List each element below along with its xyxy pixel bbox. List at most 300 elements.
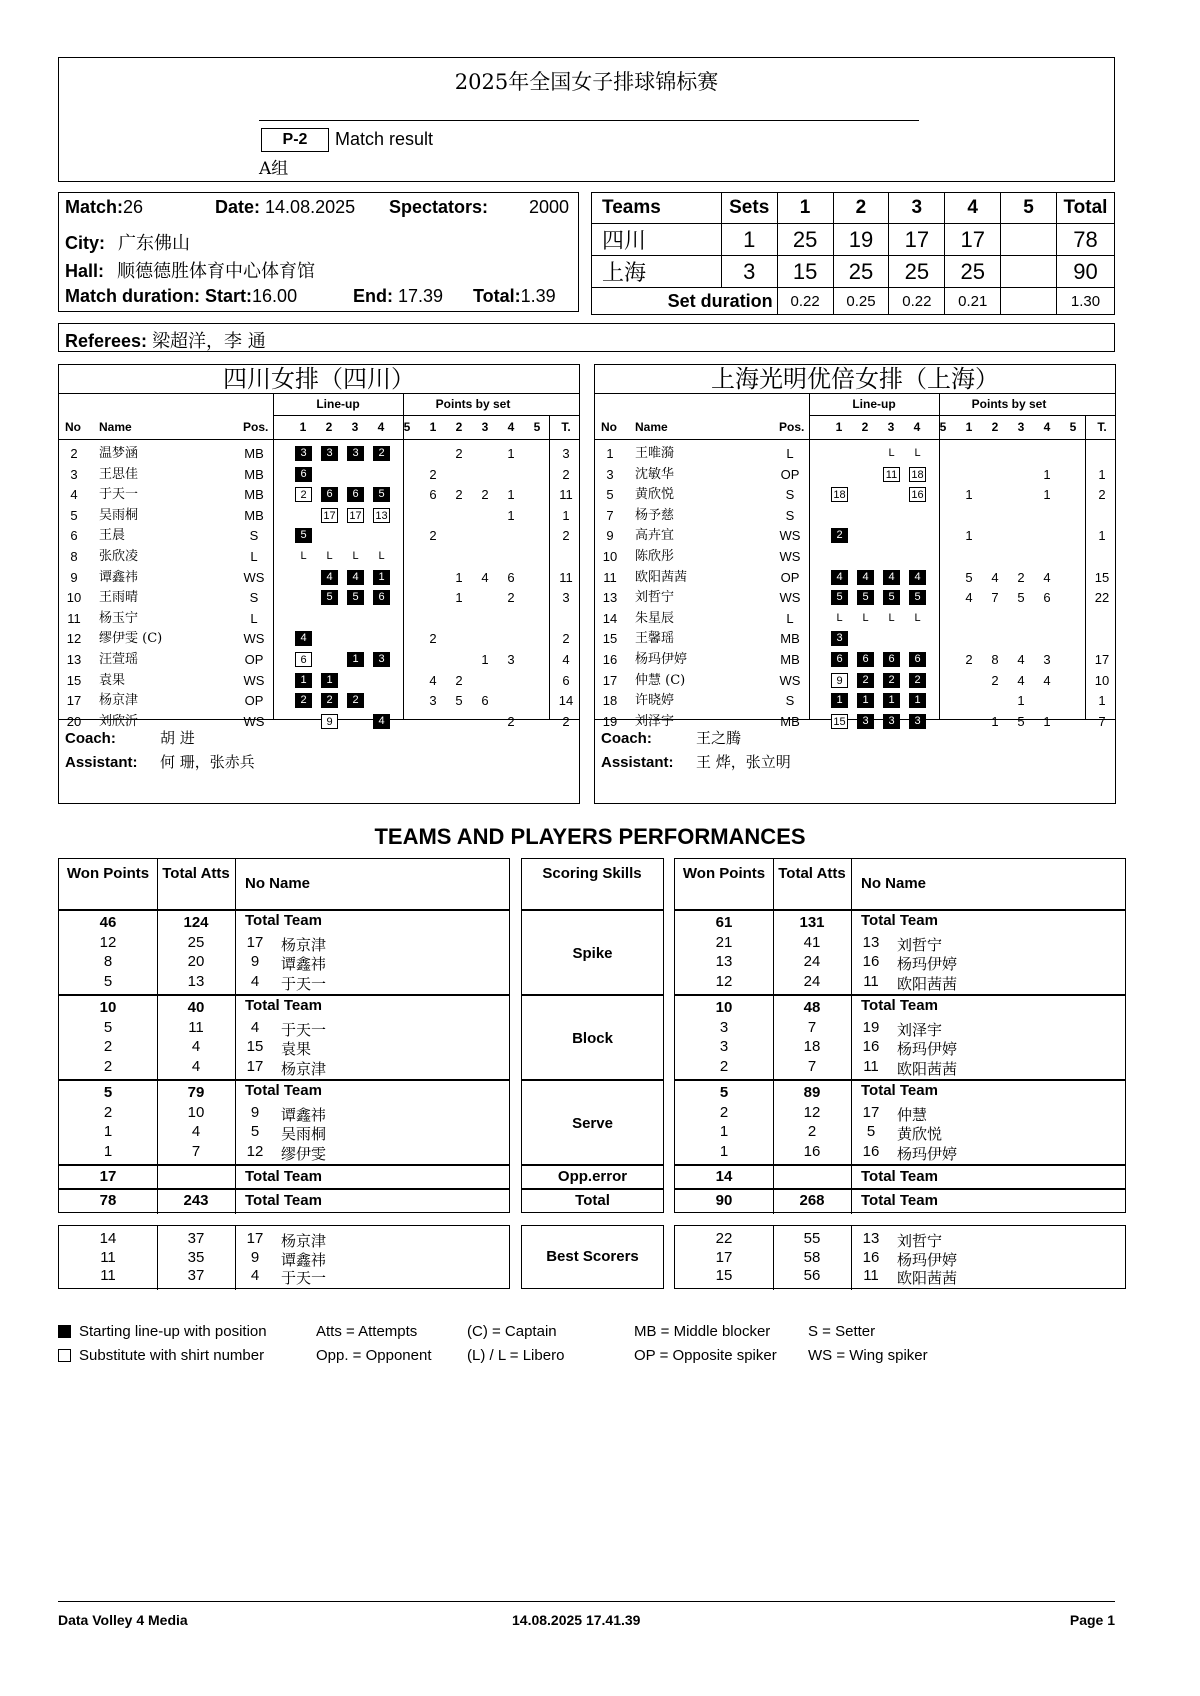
lineup-marker: 4: [883, 570, 900, 585]
player-name: 许晓婷: [635, 693, 675, 709]
player-number: 5: [250, 1123, 260, 1140]
won-points: 15: [715, 1267, 733, 1284]
set-points: 1: [991, 713, 999, 729]
player-position: WS: [779, 528, 801, 544]
player-position: S: [785, 487, 795, 503]
player-total: 2: [562, 528, 570, 544]
legend-captain: (C) = Captain: [467, 1323, 557, 1340]
won-points: 1: [103, 1123, 113, 1140]
set-points: 1: [507, 507, 515, 523]
lineup-marker: 11: [883, 467, 900, 482]
team-a-lineup-box: [58, 364, 580, 804]
player-name: 仲慧: [897, 1105, 928, 1124]
no-name-header: No Name: [245, 875, 311, 892]
score-row-team-b: [592, 256, 1115, 288]
column-header-line: [595, 439, 1115, 440]
col-divider: [157, 1166, 158, 1190]
player-position: L: [250, 549, 258, 564]
player-position: WS: [779, 590, 801, 606]
col-divider: [235, 1190, 236, 1214]
total-row-A: [58, 1189, 510, 1213]
player-name: 吴雨桐: [281, 1125, 327, 1143]
player-name: 杨玛伊婷: [897, 1144, 958, 1163]
match-date: Date: 14.08.2025: [215, 197, 356, 217]
total-col-header: T.: [1097, 420, 1107, 434]
player-number: 4: [250, 1267, 260, 1284]
player-row: [59, 505, 579, 526]
set2-duration: 0.25: [833, 288, 889, 315]
player-total: 1: [562, 507, 570, 523]
player-number: 4: [70, 487, 78, 503]
player-position: MB: [244, 487, 264, 503]
lineup-marker: 1: [831, 693, 848, 708]
player-position: OP: [780, 569, 800, 585]
col-divider: [851, 859, 852, 911]
player-row: [595, 587, 1115, 608]
no-header: No: [601, 420, 617, 434]
lineup-marker: 3: [831, 631, 848, 646]
player-total: 2: [562, 713, 570, 729]
team-b-set4: 25: [945, 256, 1001, 288]
lineup-header: Line-up: [316, 397, 360, 411]
set-points: 1: [1043, 487, 1051, 503]
won-points: 1: [103, 1142, 113, 1160]
player-row: [595, 649, 1115, 670]
set4-header: 4: [945, 193, 1001, 224]
lineup-marker: 4: [321, 570, 338, 585]
perf-block-A: [58, 995, 510, 1080]
player-row: [595, 608, 1115, 629]
player-number: 3: [606, 466, 614, 482]
won-points: 13: [715, 953, 733, 970]
player-name: 王雨晴: [99, 590, 139, 606]
points-col-header: 3: [481, 420, 489, 434]
player-row: [595, 670, 1115, 691]
set-points: 3: [429, 693, 437, 709]
lineup-marker: 4: [831, 570, 848, 585]
name-header: Name: [99, 420, 132, 434]
lineup-marker: 5: [321, 590, 338, 605]
lineup-marker: 5: [373, 487, 390, 502]
perf-serve-A: [58, 1080, 510, 1165]
player-number: 7: [606, 507, 614, 523]
player-row: [59, 670, 579, 691]
won-points: 90: [715, 1192, 733, 1209]
lineup-marker: 2: [373, 446, 390, 461]
header-divider: [259, 120, 919, 121]
player-position: OP: [780, 466, 800, 482]
player-row: [59, 587, 579, 608]
player-row: [595, 464, 1115, 485]
lineup-marker: L: [914, 611, 921, 624]
total-atts: 243: [183, 1192, 209, 1209]
total-skill: [521, 1189, 664, 1213]
set-points: 2: [991, 672, 999, 688]
points-col-header: 4: [507, 420, 515, 434]
player-number: 9: [250, 1248, 260, 1266]
set-points: 2: [429, 631, 437, 647]
player-total: 6: [562, 672, 570, 688]
player-number: 9: [250, 1103, 260, 1121]
col-divider: [851, 1226, 852, 1290]
total-team-label: Total Team: [861, 912, 938, 929]
best-scorers-A: [58, 1225, 510, 1289]
opp-error-row-B: [674, 1165, 1126, 1189]
coach: [601, 727, 741, 748]
player-name: 杨京津: [281, 1059, 327, 1078]
perf-serve-B: [674, 1080, 1126, 1165]
lineup-marker: L: [300, 550, 307, 562]
player-number: 15: [602, 631, 618, 647]
team-b-lineup-box: [594, 364, 1116, 804]
total-team-label: Total Team: [245, 912, 322, 929]
player-number: 19: [862, 1018, 880, 1036]
player-number: 16: [602, 652, 618, 667]
lineup-marker: 3: [909, 714, 926, 729]
player-position: WS: [243, 569, 265, 585]
lineup-marker: 15: [831, 714, 848, 729]
col-divider: [235, 1226, 236, 1290]
lineup-marker: 4: [857, 570, 874, 585]
lineup-marker: 3: [321, 446, 338, 461]
player-position: OP: [244, 652, 264, 667]
total-atts: 4: [191, 1123, 201, 1140]
player-name: 于天一: [99, 487, 139, 503]
total-team-label: Total Team: [245, 1168, 322, 1185]
lineup-marker: 4: [373, 714, 390, 729]
team-a-sets: 1: [721, 224, 777, 256]
player-name: 欧阳茜茜: [635, 569, 688, 585]
player-name: 杨予慈: [635, 507, 675, 523]
player-number: 4: [250, 972, 260, 990]
team-name: 上海光明优倍女排（上海）: [595, 365, 1115, 394]
lineup-marker: 5: [831, 590, 848, 605]
lineup-marker: 6: [295, 467, 312, 482]
set3-header: 3: [889, 193, 945, 224]
player-name: 刘哲宁: [897, 1232, 943, 1250]
lineup-marker: L: [888, 611, 895, 624]
player-row: [59, 546, 579, 567]
player-name: 张欣凌: [99, 549, 139, 564]
total-atts: 79: [187, 1084, 205, 1101]
player-number: 1: [606, 446, 614, 461]
total-atts-header: Total Atts: [778, 865, 846, 882]
total-atts: 124: [183, 914, 209, 931]
referees-box: [58, 323, 1115, 352]
set-points: 1: [965, 528, 973, 544]
player-number: 13: [862, 933, 880, 951]
player-total: 4: [562, 652, 570, 667]
team-a-set4: 17: [945, 224, 1001, 256]
legend-s: S = Setter: [808, 1323, 876, 1340]
lineup-marker: 6: [321, 487, 338, 502]
lineup-col-header: 3: [351, 420, 359, 434]
player-name: 高卉宜: [635, 528, 675, 544]
player-name: 王馨瑶: [635, 631, 675, 647]
player-total: 17: [1094, 652, 1110, 667]
score-table: [591, 192, 1115, 315]
best-scorers-skill: [521, 1225, 664, 1289]
total-atts: 37: [187, 1267, 205, 1284]
set1-header: 1: [777, 193, 833, 224]
player-name: 黄欣悦: [635, 487, 675, 503]
lineup-marker: 4: [909, 570, 926, 585]
pos-header: Pos.: [779, 420, 805, 434]
set-points: 6: [1043, 590, 1051, 606]
total-header: Total: [1056, 193, 1114, 224]
player-position: S: [249, 528, 259, 544]
player-name: 刘欣沂: [99, 713, 139, 729]
won-points: 14: [715, 1168, 733, 1185]
set-points: 2: [455, 672, 463, 688]
lineup-marker: 6: [857, 652, 874, 667]
lineup-marker: 1: [373, 570, 390, 585]
header-box: [58, 57, 1115, 182]
player-total: 3: [562, 446, 570, 461]
player-number: 8: [70, 549, 78, 564]
player-name: 汪萱瑶: [99, 652, 139, 667]
total-atts: 268: [799, 1192, 825, 1209]
player-number: 17: [862, 1103, 880, 1121]
player-name: 欧阳茜茜: [897, 1269, 958, 1287]
lineup-marker: 17: [321, 508, 338, 523]
assistant-names: 王 烨，张立明: [696, 753, 791, 771]
total-atts: 7: [191, 1142, 201, 1160]
lineup-marker: 2: [883, 673, 900, 688]
player-name: 杨京津: [281, 935, 327, 954]
lineup-marker: 9: [831, 673, 848, 688]
player-number: 20: [66, 713, 82, 729]
total-atts: 24: [803, 972, 821, 990]
match-total: Total:1.39: [473, 286, 556, 306]
total-atts: 56: [803, 1267, 821, 1284]
player-number: 14: [602, 610, 618, 626]
lineup-marker: 9: [321, 714, 338, 729]
set-points: 1: [507, 446, 515, 461]
lineup-marker: 1: [295, 673, 312, 688]
lineup-marker: L: [352, 550, 359, 562]
player-total: 1: [1098, 466, 1106, 482]
player-row: [59, 567, 579, 588]
player-name: 杨京津: [99, 693, 139, 709]
player-number: 17: [246, 933, 264, 951]
total-atts: 48: [803, 999, 821, 1016]
player-name: 袁果: [99, 672, 126, 688]
set5-duration: [1001, 288, 1057, 315]
player-position: WS: [779, 672, 801, 688]
total-atts: 55: [803, 1230, 821, 1247]
skill-label: Block: [572, 1030, 613, 1047]
team-b-set3: 25: [889, 256, 945, 288]
scoring-skills-header: [521, 858, 664, 910]
legend-substitute: Substitute with shirt number: [58, 1347, 264, 1364]
lineup-marker: 3: [373, 652, 390, 667]
set-points: 4: [1043, 569, 1051, 585]
player-number: 10: [602, 549, 618, 564]
set-points: 3: [507, 652, 515, 667]
total-atts: 35: [187, 1248, 205, 1266]
player-name: 于天一: [281, 974, 327, 993]
player-number: 11: [863, 1057, 879, 1075]
player-number: 3: [70, 466, 78, 482]
total-atts: 25: [187, 933, 205, 951]
lineup-marker: L: [326, 550, 333, 562]
set-duration-row: [592, 288, 1115, 315]
set4-duration: 0.21: [945, 288, 1001, 315]
won-points: 2: [719, 1057, 729, 1075]
points-col-header: 2: [455, 420, 463, 434]
set2-header: 2: [833, 193, 889, 224]
set-points: 4: [1017, 652, 1025, 667]
assistant: [65, 751, 255, 772]
team-b-set1: 15: [777, 256, 833, 288]
legend-atts: Atts = Attempts: [316, 1323, 418, 1340]
set-points: 2: [507, 713, 515, 729]
points-col-header: 4: [1043, 420, 1051, 434]
player-total: 2: [562, 466, 570, 482]
team-a-set5: [1001, 224, 1057, 256]
skill-serve: [521, 1080, 664, 1165]
won-points-header: Won Points: [66, 865, 150, 882]
player-total: 14: [558, 693, 574, 709]
total-atts: 11: [188, 1018, 204, 1036]
set3-duration: 0.22: [889, 288, 945, 315]
won-points: 61: [715, 914, 733, 931]
sets-header: Sets: [721, 193, 777, 224]
set-points: 1: [1043, 713, 1051, 729]
player-row: [595, 484, 1115, 505]
left-perf-header: [58, 858, 510, 910]
player-name: 温梦涵: [99, 446, 139, 461]
player-row: [59, 443, 579, 464]
player-number: 13: [602, 590, 618, 606]
lineup-marker: 2: [321, 693, 338, 708]
lineup-marker: 4: [295, 631, 312, 646]
player-number: 11: [863, 1267, 879, 1284]
col-divider: [851, 1190, 852, 1214]
lineup-marker: 5: [295, 528, 312, 543]
player-position: MB: [780, 652, 800, 667]
won-points: 78: [99, 1192, 117, 1209]
player-row: [595, 525, 1115, 546]
col-divider: [851, 1166, 852, 1190]
total-atts: 131: [799, 914, 825, 931]
team-a-set2: 19: [833, 224, 889, 256]
legend-libero: (L) / L = Libero: [467, 1347, 565, 1364]
set-points: 1: [507, 487, 515, 503]
won-points: 17: [715, 1248, 733, 1266]
subheader-line: [273, 415, 579, 416]
total-atts: 7: [807, 1018, 817, 1036]
score-row-team-a: [592, 224, 1115, 256]
won-points: 11: [100, 1248, 116, 1266]
team-a-total: 78: [1056, 224, 1114, 256]
total-team-label: Total Team: [861, 1192, 938, 1209]
skill-label: Total: [575, 1192, 610, 1209]
player-total: 1: [1098, 528, 1106, 544]
team-a-set3: 17: [889, 224, 945, 256]
team-a-name: 四川: [592, 224, 722, 256]
player-name: 谭鑫祎: [281, 955, 327, 973]
total-row-B: [674, 1189, 1126, 1213]
lineup-col-header: 2: [325, 420, 333, 434]
col-divider: [851, 911, 852, 996]
player-name: 欧阳茜茜: [897, 974, 958, 993]
won-points: 8: [103, 953, 113, 970]
player-name: 杨玉宁: [99, 610, 139, 626]
player-name: 沈敏华: [635, 466, 675, 482]
assistant-names: 何 珊，张赤兵: [160, 753, 255, 771]
set-points: 5: [1017, 713, 1025, 729]
set-points: 2: [429, 528, 437, 544]
team-b-total: 90: [1056, 256, 1114, 288]
total-atts: 58: [803, 1248, 821, 1266]
lineup-marker: 6: [347, 487, 364, 502]
points-by-set-header: Points by set: [971, 397, 1047, 411]
subheader-line: [809, 415, 1115, 416]
player-number: 11: [67, 610, 81, 626]
player-row: [595, 505, 1115, 526]
lineup-marker: 1: [321, 673, 338, 688]
lineup-col-header: 4: [913, 420, 921, 434]
player-number: 15: [246, 1038, 264, 1055]
total-team-label: Total Team: [245, 1082, 322, 1099]
skill-label: Opp.error: [557, 1168, 628, 1185]
set-points: 1: [455, 590, 463, 606]
set-points: 1: [455, 569, 463, 585]
player-total: 1: [1098, 693, 1106, 709]
total-atts: 4: [191, 1038, 201, 1055]
championship-title: 2025年全国女子排球锦标赛: [454, 70, 719, 94]
player-position: WS: [779, 549, 801, 564]
spectators-label: Spectators:: [389, 197, 489, 217]
skill-label: Best Scorers: [546, 1248, 639, 1265]
skill-spike: [521, 910, 664, 995]
set-points: 3: [1043, 652, 1051, 667]
player-row: [595, 546, 1115, 567]
player-row: [59, 464, 579, 485]
team-b-set2: 25: [833, 256, 889, 288]
player-row: [59, 649, 579, 670]
points-col-header: 1: [429, 420, 437, 434]
assistant-label: Assistant:: [65, 754, 138, 771]
lineup-marker: L: [914, 447, 921, 459]
coach: [65, 727, 195, 748]
player-total: 10: [1094, 672, 1110, 688]
player-position: L: [250, 610, 258, 626]
player-name: 刘泽宇: [897, 1020, 943, 1039]
set-points: 2: [455, 487, 463, 503]
skill-label: Spike: [572, 945, 613, 962]
set5-header: 5: [1001, 193, 1057, 224]
player-name: 谭鑫祎: [99, 569, 139, 585]
won-points: 5: [719, 1084, 729, 1101]
lineup-marker: 18: [909, 467, 926, 482]
player-name: 吴雨桐: [99, 507, 139, 523]
lineup-marker: 5: [347, 590, 364, 605]
lineup-col-header: 2: [861, 420, 869, 434]
total-atts: 89: [803, 1084, 821, 1101]
player-row: [595, 628, 1115, 649]
assistant-label: Assistant:: [601, 754, 674, 771]
won-points: 2: [103, 1038, 113, 1055]
won-points-header: Won Points: [682, 865, 766, 882]
player-number: 12: [246, 1142, 264, 1160]
set-points: 4: [1043, 672, 1051, 688]
player-total: 15: [1094, 569, 1110, 585]
set-points: 1: [481, 652, 489, 667]
points-col-header: 2: [991, 420, 999, 434]
